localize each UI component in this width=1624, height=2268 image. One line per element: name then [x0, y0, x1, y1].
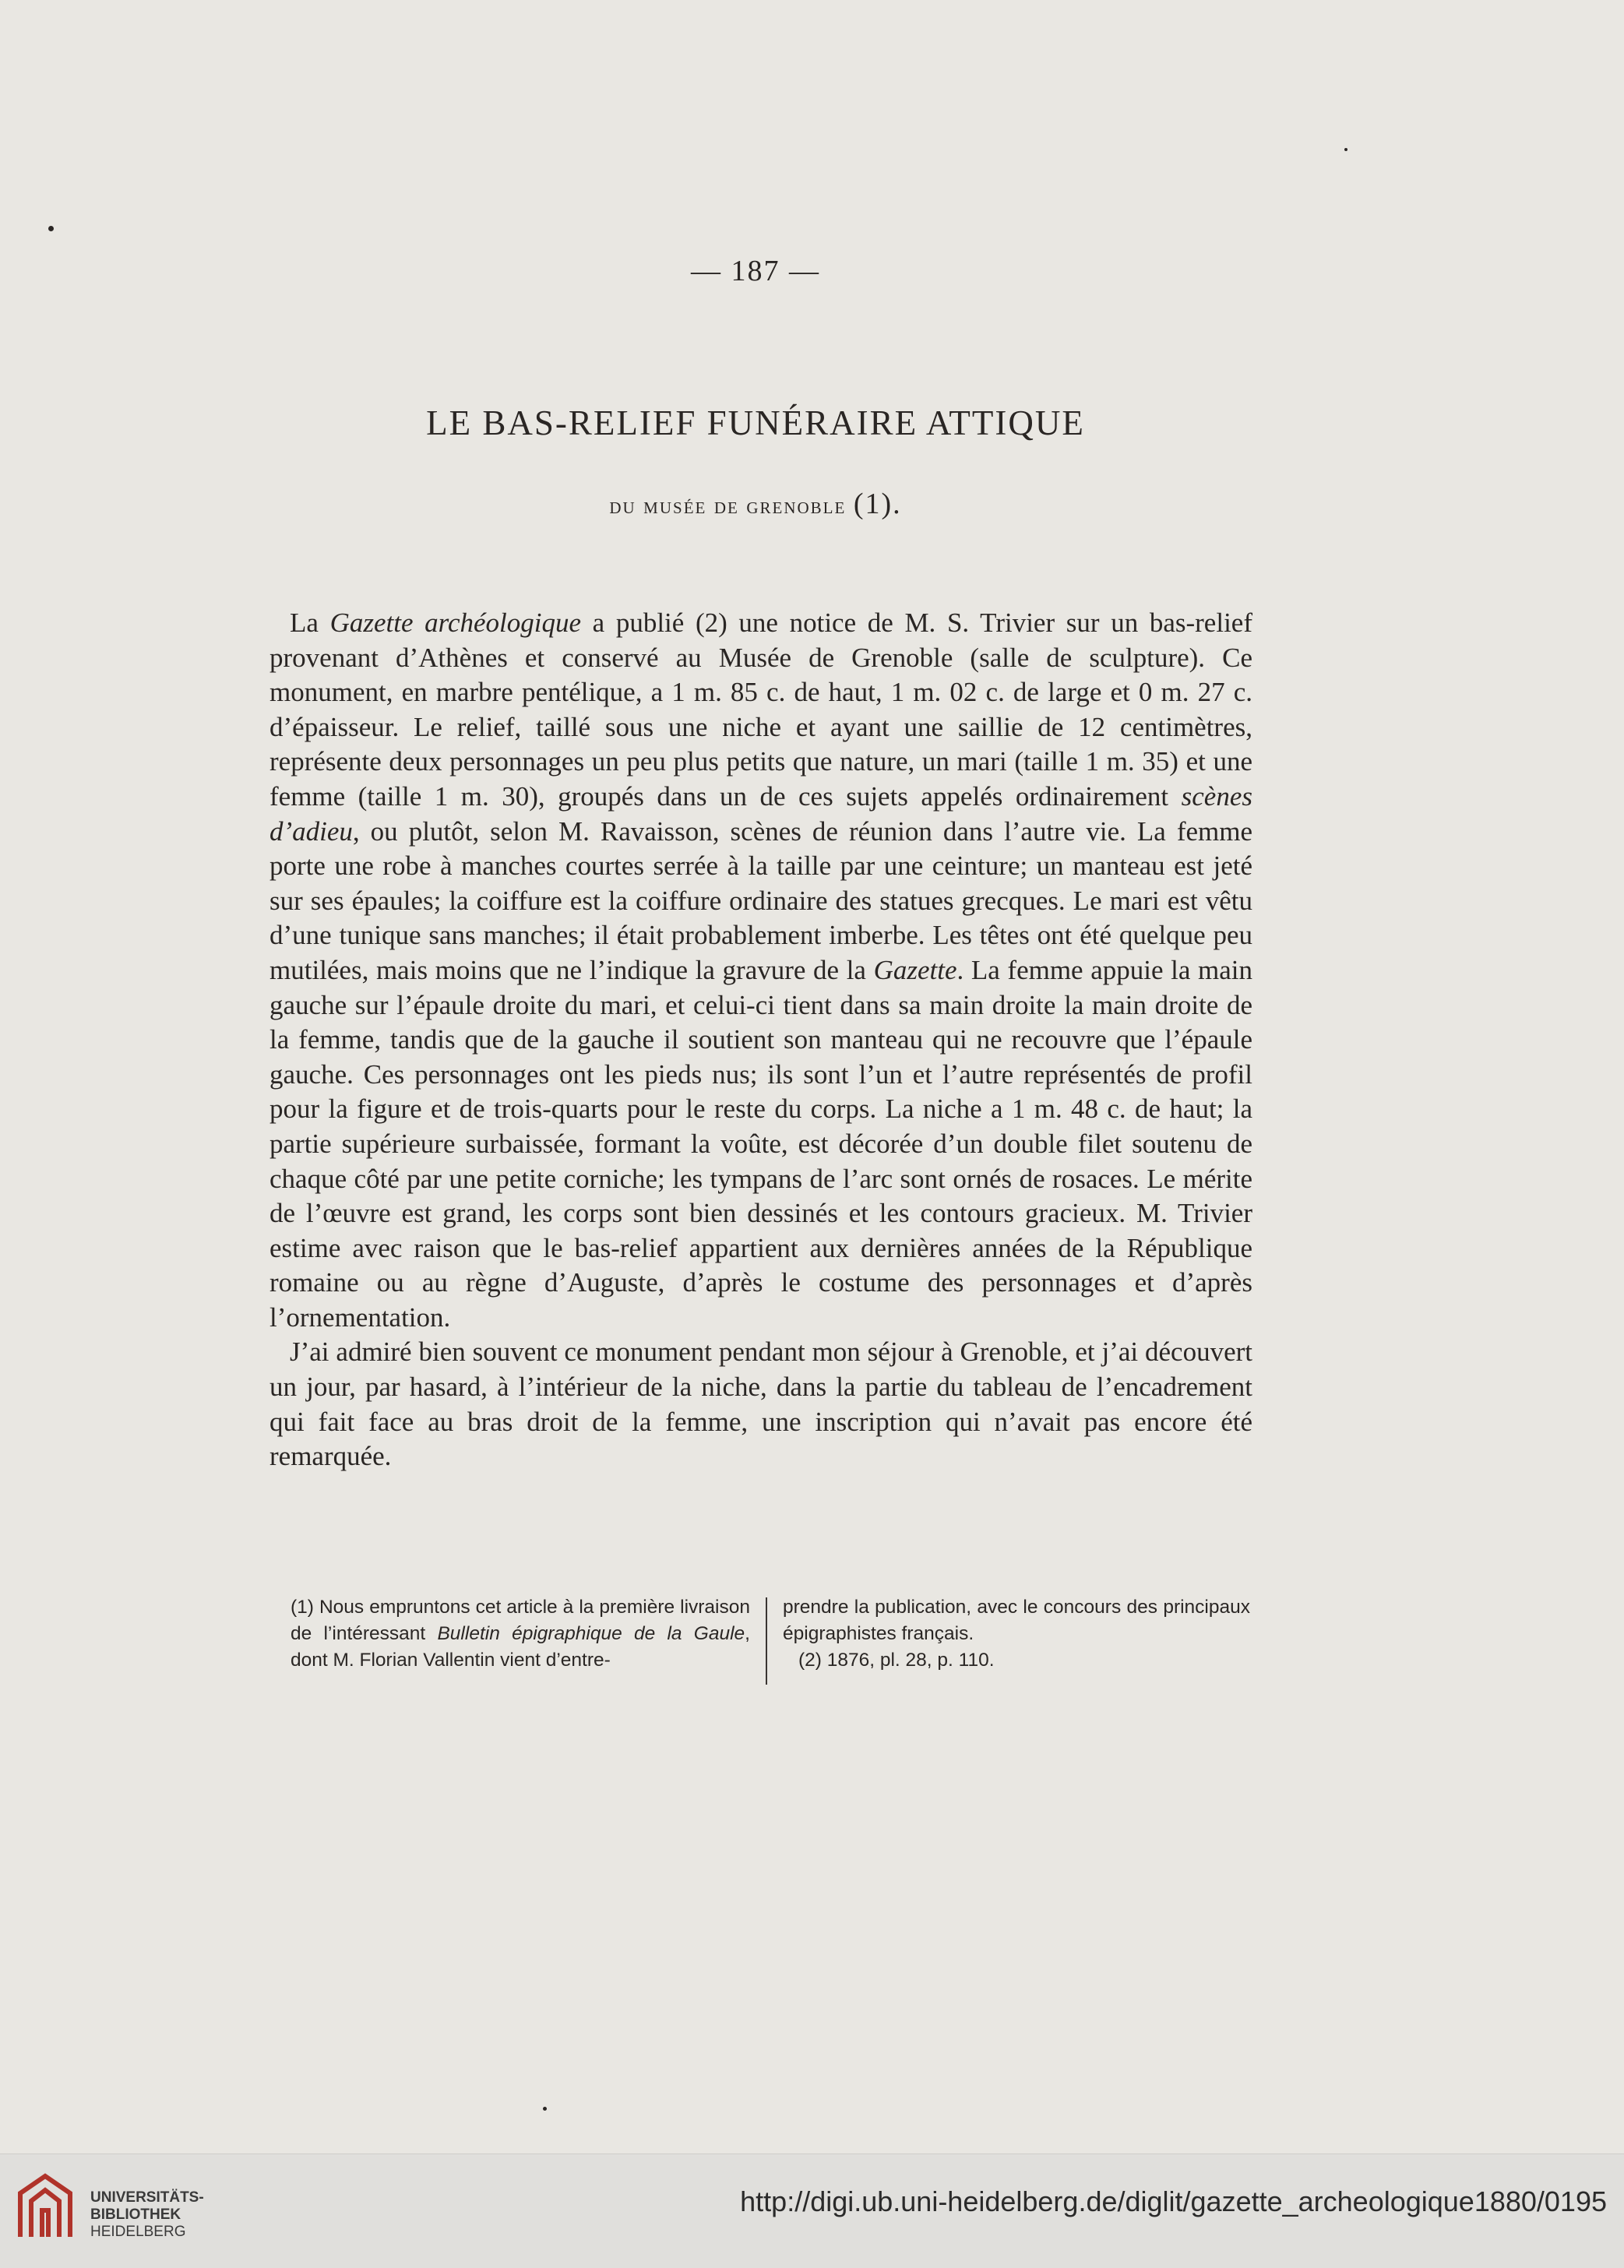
italic-title: Gazette archéologique: [329, 608, 581, 638]
article-title: LE BAS-RELIEF FUNÉRAIRE ATTIQUE: [426, 403, 1085, 442]
article-body: [269, 606, 1252, 1474]
library-footer: [0, 2154, 1624, 2268]
paragraph-2: J’ai admiré bien souvent ce monument pendant mon séjour à Grenoble, et j’ai découvert un jour, par hasard, à l’intérieur de la niche, dans la partie du tableau de l’encadrement qui fait face au bras droit de la femme, une inscription qui n’avait pas encore été remarquée.: [269, 1336, 1252, 1472]
text-run: a publié (2) une notice de M. S. Trivier sur un bas-relief provenant d’Athènes et conservé au Musée de Grenoble (salle de sculpture). Ce monument, en marbre pentélique, a 1 m. 85 c. de haut, 1 m. 02 c. de large et 0 m. 27 c. d’épaisseur. Le relief, taillé sous une niche et ayant une saillie de 12 centimètres, représente deux personnages un peu plus petits que nature, un mari (taille 1 m. 35) et une femme (taille 1 m. 30), groupés dans un de ces sujets appelés ordinairement: [269, 608, 1252, 812]
text-run: (1) Nous empruntons cet article à la première livraison de l’intéressant: [291, 1597, 750, 1644]
ink-speck: [543, 2107, 547, 2111]
page-number: — 187 —: [691, 255, 820, 287]
library-name-line-3: HEIDELBERG: [90, 2224, 186, 2240]
source-url-link[interactable]: http://digi.ub.uni-heidelberg.de/diglit/gazette_archeologique1880/0195: [740, 2185, 1607, 2217]
library-name: [90, 2189, 204, 2241]
library-name-line-2: BIBLIOTHEK: [90, 2206, 181, 2223]
text-run: , ou plutôt, selon M. Ravaisson, scènes de réunion dans l’autre vie. La femme porte une robe à manches courtes serrée à la taille par une ceinture; un manteau est jeté sur ses épaules; la coiffure est la coiffure ordinaire des statues grecques. Le mari est vêtu d’une tunique sans manches; il était probablement imberbe. Les têtes ont été quelque peu mutilées, mais moins que ne l’indique la gravure de la: [269, 815, 1252, 985]
footnote-1: [291, 1594, 750, 1673]
footnote-1-continued: prendre la publication, avec le concours des principaux épigraphistes français.: [783, 1597, 1250, 1644]
footnote-2: (2) 1876, pl. 28, p. 110.: [798, 1649, 995, 1671]
footnote-column-left: [291, 1594, 766, 1685]
italic-title: Gazette: [873, 954, 957, 985]
ink-speck: [48, 226, 54, 231]
footnote-column-right: [767, 1594, 1250, 1685]
subtitle-text: du musée de grenoble: [609, 493, 847, 519]
library-logo-icon: [14, 2170, 76, 2243]
text-run: . La femme appuie la main gauche sur l’épaule droite du mari, et celui-ci tient dans sa main droite la main droite de la femme, tandis que de la gauche il soutient son manteau qui ne recouvre que l’épaule gauche. Ces personnages ont les pieds nus; ils sont l’un et l’autre représentés de profil pour la figure et de trois-quarts pour le reste du corps. La niche a 1 m. 48 c. de haut; la partie supérieure surbaissée, formant la voûte, est décorée d’un double filet soutenu de chaque côté par une petite corniche; les tympans de l’arc sont ornés de rosaces. Le mérite de l’œuvre est grand, les corps sont bien dessinés et les contours gracieux. M. Trivier estime avec raison que le bas-relief appartient aux dernières années de la République romaine ou au règne d’Auguste, d’après le costume des personnages et d’après l’ornementation.: [269, 954, 1252, 1333]
library-name-line-1: UNIVERSITÄTS-: [90, 2189, 204, 2206]
subtitle-footnote-ref: (1).: [853, 488, 902, 520]
italic-title: Bulletin épigraphique de la Gaule: [437, 1622, 745, 1644]
text-run: , dont M. Florian Vallentin vient d’entre-: [291, 1622, 750, 1671]
article-subtitle: [0, 487, 1511, 521]
text-run: La: [290, 608, 330, 638]
italic-title: scènes d’adieu: [269, 780, 1252, 847]
ink-speck: [1344, 148, 1347, 151]
footnotes: [291, 1594, 1256, 1685]
paragraph-1: [269, 606, 1252, 1335]
